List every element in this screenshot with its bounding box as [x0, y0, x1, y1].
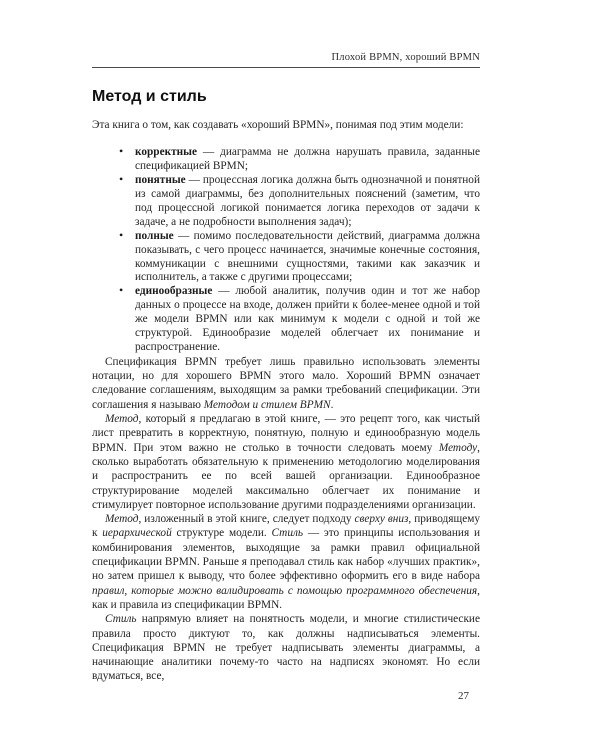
paragraph-text: структуре модели.	[171, 527, 272, 540]
bullet-text: — диаграмма не должна нарушать правила, заданные спецификацией BPMN;	[135, 146, 480, 173]
paragraph-text: , приводящему к	[92, 513, 481, 540]
running-header	[92, 0, 480, 64]
list-item	[92, 174, 480, 230]
bullet-list	[92, 146, 480, 355]
paragraph-emphasis: Методу	[438, 441, 478, 454]
paragraph-emphasis: иерархической	[102, 527, 172, 540]
bullet-text: — процессная логика должна быть однозначной и понятной из самой диаграммы, без дополнительных пояснений (заметим, что под процессной логикой понимается логика переходов от задачи к задаче, а не подробности выполнения задач);	[135, 174, 480, 228]
paragraph-text: , который я предлагаю в этой книге, — это рецепт того, как чистый лист превратить в корректную, понятную, полную и единообразную модель BPMN. При этом важно не столько в точности следовать моему	[92, 413, 480, 454]
list-item	[92, 146, 480, 174]
paragraph-emphasis: Метод	[105, 413, 139, 426]
bullet-icon: •	[119, 172, 124, 187]
page-title: Метод и стиль	[92, 88, 207, 105]
paragraph-emphasis: правил, которые можно валидировать с помощью программного обеспечения	[92, 584, 478, 597]
page-content	[92, 0, 480, 684]
header-rule	[92, 67, 480, 68]
paragraph-text: Спецификация BPMN требует лишь правильно использовать элементы нотации, но для хорошего BPMN этого мало. Хороший BPMN означает следование соглашениям, выходящим за рамки требований спецификации. Эти соглашения я называю	[92, 355, 480, 411]
page-number: 27	[458, 690, 469, 702]
paragraph-method-recipe	[92, 412, 480, 512]
bullet-term: единообразные	[135, 285, 213, 298]
bullet-term: полные	[135, 229, 174, 242]
paragraph-emphasis: Стиль	[271, 527, 304, 540]
list-item	[92, 285, 480, 355]
paragraph-method-style	[92, 512, 480, 612]
bullet-text: — любой аналитик, получив один и тот же набор данных о процессе на входе, должен прийти к более-менее одной и той же модели BPMN или как минимум к модели с одной и той же структурой. Единообразие моделей облегчает их понимание и распространение.	[135, 285, 480, 353]
paragraph-text: .	[330, 398, 334, 411]
paragraph-emphasis: Методом и стилем BPMN	[203, 398, 331, 411]
bullet-icon: •	[119, 227, 124, 242]
paragraph-text: напрямую влияет на понятность модели, и многие стилистические правила просто диктуют то, как должны надписываться элементы. Спецификация BPMN не требует надписывать элементы диаграммы, а начинающие аналитики почему-то часто на надписях экономят. Но если вдуматься, все,	[92, 613, 480, 683]
paragraph-text: , сколько выработать обязательную к применению методологию моделирования и распространить ее по всей вашей организации. Единообразное структурирование моделей максимально облегчает их понимание и стимулирует повторное использование другими подразделениями организации.	[92, 441, 480, 511]
paragraph-text: , изложенный в этой книге, следует подходу	[138, 513, 355, 526]
bullet-term: понятные	[135, 174, 186, 187]
paragraph-style-labels	[92, 612, 480, 683]
bullet-icon: •	[119, 283, 124, 298]
bullet-term: корректные	[135, 146, 197, 159]
paragraph-specification	[92, 355, 480, 412]
bullet-icon: •	[119, 144, 124, 159]
running-header-text: Плохой BPMN, хороший BPMN	[331, 52, 480, 63]
list-item	[92, 227, 480, 286]
paragraph-emphasis: Стиль	[105, 613, 137, 626]
paragraph-text: — это принципы использования и комбинирования элементов, выходящие за рамки правил официальной спецификации BPMN. Раньше я преподавал стиль как набор «лучших практик», но затем пришел к выводу, что более эффективно оформить его в виде набора	[92, 527, 480, 583]
paragraph-emphasis: сверху вниз	[354, 513, 409, 526]
paragraph-text: , как и правила из спецификации BPMN.	[92, 584, 480, 611]
intro-paragraph: Эта книга о том, как создавать «хороший BPMN», понимая под этим модели:	[92, 119, 464, 131]
bullet-text: — помимо последовательности действий, диаграмма должна показывать, с чего процесс начинается, значимые конечные состояния, коммуникации с внешними сущностями, такими как заказчик и исполнитель, а также с другими процессами;	[135, 229, 480, 284]
paragraph-emphasis: Метод	[105, 513, 139, 526]
